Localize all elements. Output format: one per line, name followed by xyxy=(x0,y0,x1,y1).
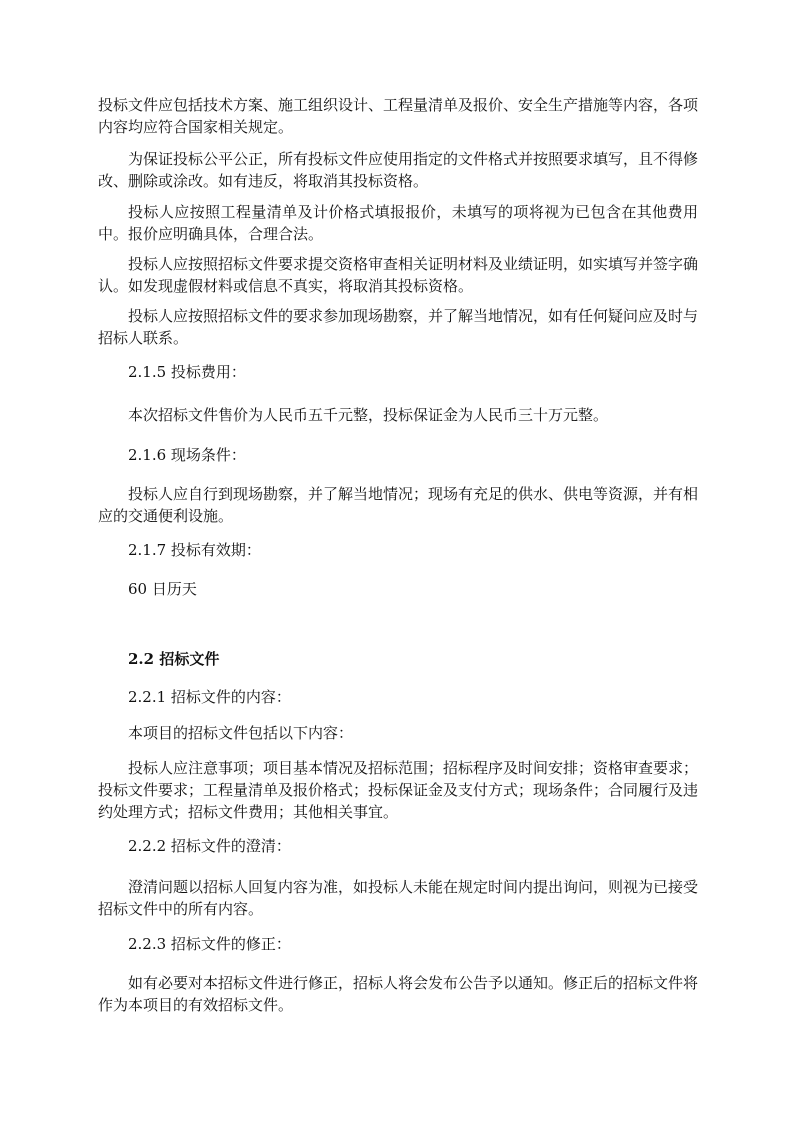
paragraph-site-conditions: 投标人应自行到现场勘察，并了解当地情况；现场有充足的供水、供电等资源，并有相应的交通便利设施。 xyxy=(98,485,699,525)
paragraph-qualification: 投标人应按照招标文件要求提交资格审查相关证明材料及业绩证明，如实填写并签字确认。如发现虚假材料或信息不真实，将取消其投标资格。 xyxy=(98,255,699,295)
paragraph-validity-days: 60 日历天 xyxy=(128,580,197,598)
heading-2-1-5: 2.1.5 投标费用： xyxy=(128,363,246,381)
paragraph-contents-intro: 本项目的招标文件包括以下内容： xyxy=(128,724,354,742)
paragraph-pricing: 投标人应按照工程量清单及计价格式填报报价，未填写的项将视为已包含在其他费用中。报价应明确具体，合理合法。 xyxy=(98,203,698,243)
paragraph-site-survey: 投标人应按照招标文件的要求参加现场勘察，并了解当地情况，如有任何疑问应及时与招标人联系。 xyxy=(98,307,699,347)
heading-2-1-7: 2.1.7 投标有效期： xyxy=(128,541,261,559)
paragraph-fees: 本次招标文件售价为人民币五千元整，投标保证金为人民币三十万元整。 xyxy=(128,406,609,424)
paragraph-fair-format: 为保证投标公平公正，所有投标文件应使用指定的文件格式并按照要求填写，且不得修改、删除或涂改。如有违反，将取消其投标资格。 xyxy=(98,150,699,190)
section-heading-2-2: 2.2 招标文件 xyxy=(128,650,220,668)
paragraph-clarification: 澄清问题以招标人回复内容为准，如投标人未能在规定时间内提出询问，则视为已接受招标文件中的所有内容。 xyxy=(98,878,699,918)
heading-2-2-2: 2.2.2 招标文件的澄清： xyxy=(128,837,291,855)
heading-2-1-6: 2.1.6 现场条件： xyxy=(128,446,246,464)
heading-2-2-1: 2.2.1 招标文件的内容： xyxy=(128,688,291,706)
paragraph-bid-contents: 投标文件应包括技术方案、施工组织设计、工程量清单及报价、安全生产措施等内容，各项内容均应符合国家相关规定。 xyxy=(98,96,699,136)
heading-2-2-3: 2.2.3 招标文件的修正： xyxy=(128,935,291,953)
paragraph-contents-list: 投标人应注意事项；项目基本情况及招标范围；招标程序及时间安排；资格审查要求；投标文件要求；工程量清单及报价格式；投标保证金及支付方式；现场条件；合同履行及违约处理方式；招标文件费用；其他相关事宜。 xyxy=(98,759,699,821)
paragraph-amendment: 如有必要对本招标文件进行修正，招标人将会发布公告予以通知。修正后的招标文件将作为本项目的有效招标文件。 xyxy=(98,974,699,1014)
